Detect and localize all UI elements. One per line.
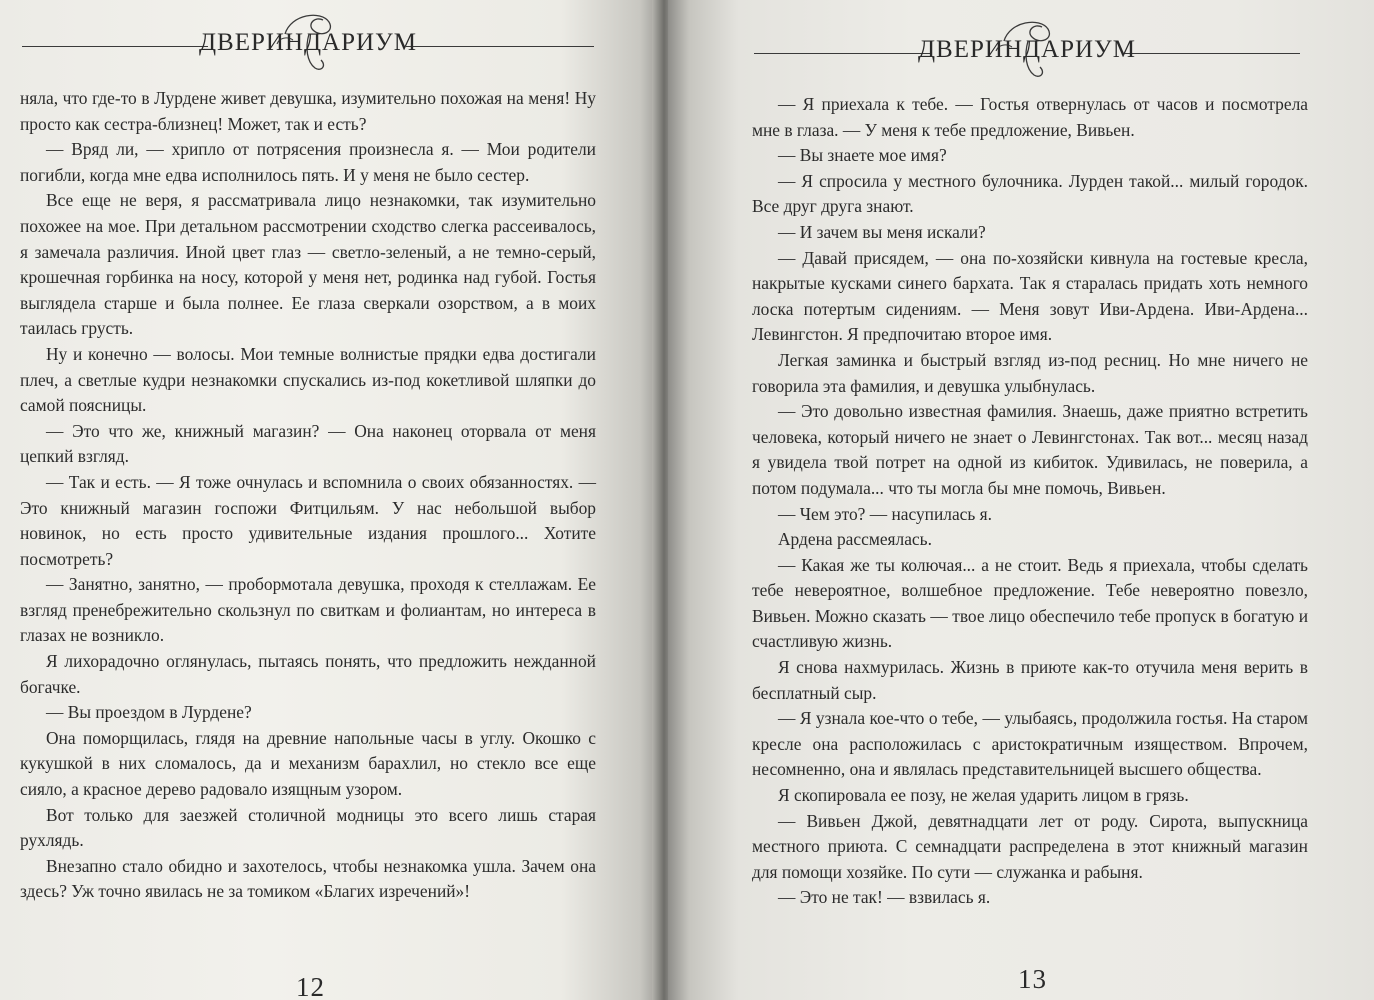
paragraph: — Какая же ты колючая... а не стоит. Ведь я приехала, чтобы сделать тебе невероятное, волшебное предложение. Тебе невероятно повезло, Вивьен. Можно сказать — твое лицо обеспечило тебе пропуск в богатую и счастливую жизнь. bbox=[752, 554, 1308, 652]
running-head-title: ДВЕРИНДАРИУМ bbox=[198, 29, 417, 56]
paragraph: Легкая заминка и быстрый взгляд из-под ресниц. Но мне ничего не говорила эта фамилия, и девушка улыбнулась. bbox=[752, 349, 1308, 396]
paragraph: — Чем это? — насупилась я. bbox=[778, 503, 993, 524]
paragraph: Ардена рассмеялась. bbox=[778, 529, 932, 550]
paragraph: — Давай присядем, — она по-хозяйски кивнула на гостевые кресла, накрытые кусками синего бархата. Так я старалась придать хоть немного лоска потертым сидениям. — Меня зовут Иви-Ардена. Иви-Ардена... Левингстон. Я предпочитаю второе имя. bbox=[752, 247, 1308, 345]
paragraph: — Это довольно известная фамилия. Знаешь, даже приятно встретить человека, который ничего не знает о Левингстонах. Так вот... месяц назад я увидела твой потрет на одной из кибиток. Удивилась, не поверила, а потом подумала... что ты могла бы мне помочь, Вивьен. bbox=[752, 401, 1308, 498]
paragraph: — Это не так! — взвилась я. bbox=[778, 887, 991, 908]
page-number-right: 13 bbox=[1018, 964, 1047, 994]
paragraph: — Вы знаете мое имя? bbox=[778, 145, 947, 166]
running-header-right bbox=[754, 33, 1300, 73]
paragraph: — Вы проездом в Лурдене? bbox=[46, 702, 252, 723]
paragraph: — Так и есть. — Я тоже очнулась и вспомнила о своих обязанностях. — Это книжный магазин госпожи Фитцильям. У нас небольшой выбор новинок, но есть просто удивительные издания прошлого... Хотите посмотреть? bbox=[20, 471, 596, 569]
paragraph: — Занятно, занятно, — пробормотала девушка, проходя к стеллажам. Ее взгляд пренебрежительно скользнул по свиткам и фолиантам, но интереса в глазах не возникло. bbox=[20, 574, 596, 646]
paragraph: няла, что где-то в Лурдене живет девушка, изумительно похожая на меня! Ну просто как сестра-близнец! Может, так и есть? bbox=[20, 88, 596, 134]
left-page-body bbox=[20, 86, 596, 905]
paragraph: Все еще не веря, я рассматривала лицо незнакомки, так изумительно похожее на мое. При детальном рассмотрении сходство слегка рассеивалось, я замечала различия. Иной цвет глаз — светло-зеленый, а не темно-серый, крошечная горбинка на носу, которой у меня нет, родинка над губой. Гостья выглядела старше и была полнее. Ее глаза сверкали озорством, а в моих таилась грусть. bbox=[20, 190, 596, 339]
paragraph: — Я спросила у местного булочника. Лурден такой... милый городок. Все друг друга знают. bbox=[752, 170, 1308, 217]
right-page-body bbox=[752, 92, 1308, 911]
right-page bbox=[668, 0, 1374, 1000]
paragraph: — Я приехала к тебе. — Гостья отвернулась от часов и посмотрела мне в глаза. — У меня к тебе предложение, Вивьен. bbox=[752, 94, 1308, 140]
paragraph: — Я узнала кое-что о тебе, — улыбаясь, продолжила гостья. На старом кресле она расположилась с аристократичным изяществом. Впрочем, несомненно, она и являлась представительницей высшего общества. bbox=[752, 708, 1308, 780]
running-header-left bbox=[22, 26, 594, 66]
paragraph: — Это что же, книжный магазин? — Она наконец оторвала от меня цепкий взгляд. bbox=[20, 420, 596, 467]
paragraph: Я лихорадочно оглянулась, пытаясь понять, что предложить нежданной богачке. bbox=[20, 651, 596, 697]
paragraph: — Вряд ли, — хрипло от потрясения произнесла я. — Мои родители погибли, когда мне едва исполнилось пять. И у меня не было сестер. bbox=[20, 139, 596, 185]
paragraph: Вот только для заезжей столичной модницы это всего лишь старая рухлядь. bbox=[20, 804, 596, 851]
running-head-title: ДВЕРИНДАРИУМ bbox=[917, 36, 1136, 63]
paragraph: — Вивьен Джой, девятнадцати лет от роду. Сирота, выпускница местного приюта. С семнадцати распределена в этот книжный магазин для помощи хозяйке. По сути — служанка и рабыня. bbox=[752, 810, 1308, 882]
paragraph: Ну и конечно — волосы. Мои темные волнистые прядки едва достигали плеч, а светлые кудри незнакомки спускались из-под кокетливой шляпки до самой поясницы. bbox=[20, 343, 596, 416]
paragraph: — И зачем вы меня искали? bbox=[778, 221, 986, 242]
paragraph: Я скопировала ее позу, не желая ударить лицом в грязь. bbox=[778, 785, 1189, 806]
paragraph: Я снова нахмурилась. Жизнь в приюте как-то отучила меня верить в бесплатный сыр. bbox=[752, 657, 1308, 703]
left-page bbox=[0, 0, 660, 1000]
paragraph: Она поморщилась, глядя на древние напольные часы в углу. Окошко с кукушкой в них сломалось, да и механизм барахлил, но стекло все еще сияло, а красное дерево радовало изящным узором. bbox=[20, 727, 596, 800]
page-number-left: 12 bbox=[296, 972, 325, 1000]
paragraph: Внезапно стало обидно и захотелось, чтобы незнакомка ушла. Зачем она здесь? Уж точно явилась не за томиком «Благих изречений»! bbox=[20, 855, 596, 902]
